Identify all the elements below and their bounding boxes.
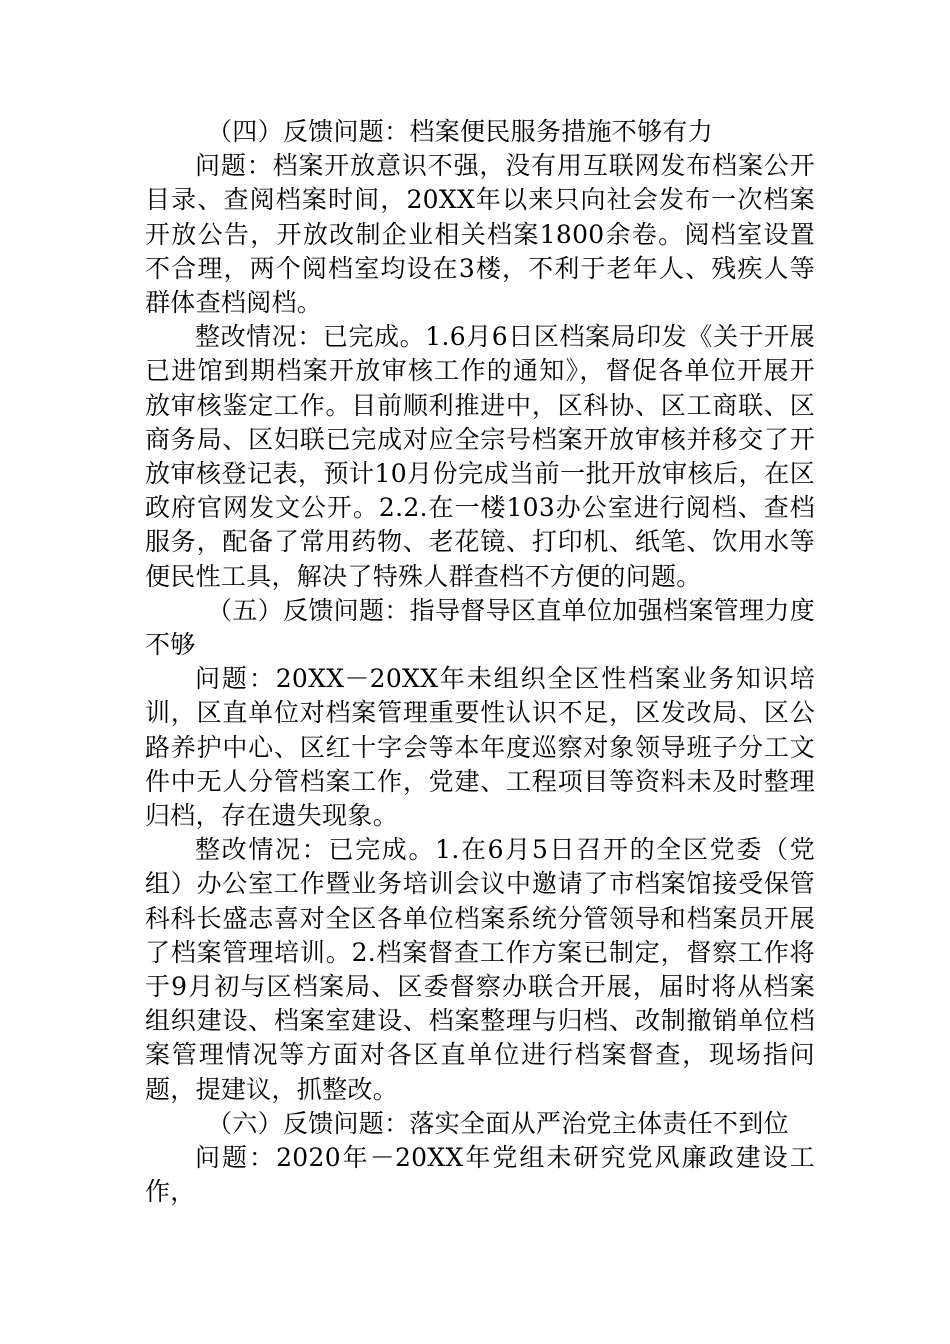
- rectification-paragraph-5: 整改情况：已完成。1.在6月5日召开的全区党委（党组）办公室工作暨业务培训会议中邀请了市档案馆接受保管科科长盛志喜对全区各单位档案系统分管领导和档案员开展了档案管理培训。2.档案督查工作方案已制定，督察工作将于9月初与区档案局、区委督察办联合开展，届时将从档案组织建设、档案室建设、档案整理与归档、改制撤销单位档案管理情况等方面对各区直单位进行档案督查，现场指问题，提建议，抓整改。: [145, 835, 815, 1104]
- problem-paragraph-5: 问题：20XX－20XX年未组织全区性档案业务知识培训，区直单位对档案管理重要性认识不足，区发改局、区公路养护中心、区红十字会等本年度巡察对象领导班子分工文件中无人分管档案工作，党建、工程项目等资料未及时整理归档，存在遗失现象。: [145, 664, 815, 831]
- section-heading-5: （五）反馈问题：指导督导区直单位加强档案管理力度不够: [145, 595, 815, 660]
- rectification-paragraph-4: 整改情况：已完成。1.6月6日区档案局印发《关于开展已进馆到期档案开放审核工作的通知》，督促各单位开展开放审核鉴定工作。目前顺利推进中，区科协、区工商联、区商务局、区妇联已完成对应全宗号档案开放审核并移交了开放审核登记表，预计10月份完成当前一批开放审核后，在区政府官网发文公开。2.2.在一楼103办公室进行阅档、查档服务，配备了常用药物、老花镜、打印机、纸笔、饮用水等便民性工具，解决了特殊人群查档不方便的问题。: [145, 322, 815, 591]
- section-heading-4: （四）反馈问题：档案便民服务措施不够有力: [207, 117, 714, 146]
- problem-paragraph-4: 问题：档案开放意识不强，没有用互联网发布档案公开目录、查阅档案时间，20XX年以来只向社会发布一次档案开放公告，开放改制企业相关档案1800余卷。阅档室设置不合理，两个阅档室均设在3楼，不利于老年人、残疾人等群体查档阅档。: [145, 151, 815, 318]
- section-heading-6: （六）反馈问题：落实全面从严治党主体责任不到位: [207, 1108, 789, 1138]
- document-page: [145, 115, 815, 1210]
- problem-paragraph-6: 问题：2020年－20XX年党组未研究党风廉政建设工作，: [145, 1143, 815, 1207]
